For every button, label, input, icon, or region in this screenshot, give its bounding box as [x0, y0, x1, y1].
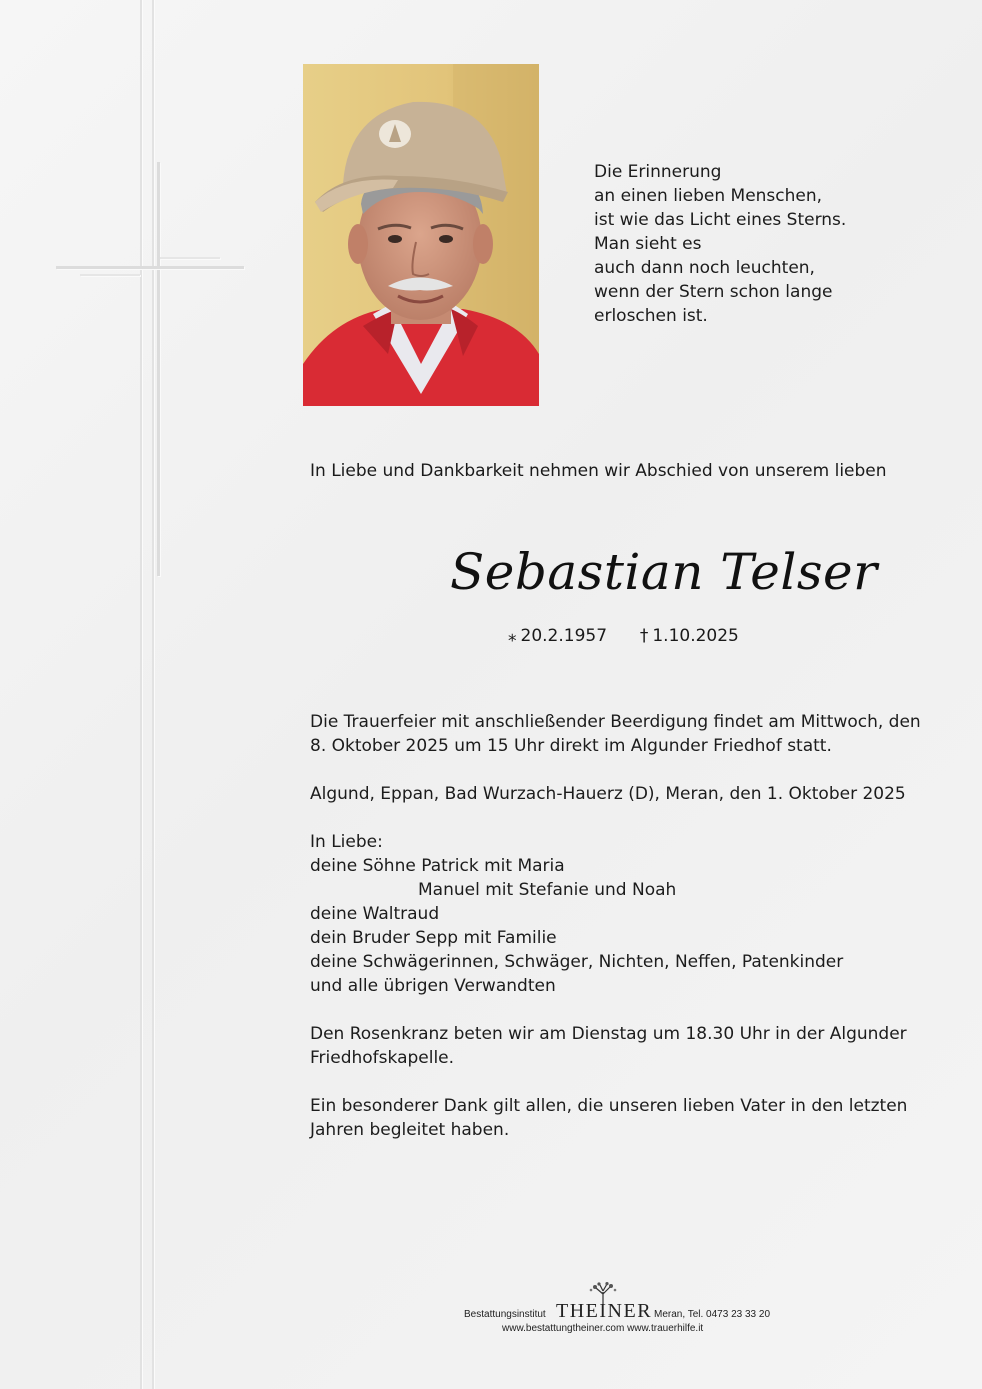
- life-dates: [508, 624, 808, 648]
- poem-line: an einen lieben Menschen,: [594, 186, 823, 206]
- thanks-line: Ein besonderer Dank gilt allen, die unseren lieben Vater in den letzten: [310, 1096, 908, 1116]
- poem-line: Die Erinnerung: [594, 162, 722, 182]
- announcement-body: [310, 710, 920, 1166]
- rosary-line: Den Rosenkranz beten wir am Dienstag um 18.30 Uhr in der Algunder: [310, 1024, 907, 1044]
- poem-line: Man sieht es: [594, 234, 702, 254]
- rosary-paragraph: [310, 1022, 920, 1070]
- thanks-line: Jahren begleitet haben.: [310, 1120, 510, 1140]
- rosary-line: Friedhofskapelle.: [310, 1048, 455, 1068]
- mourner-line: deine Schwägerinnen, Schwäger, Nichten, Neffen, Patenkinder: [310, 952, 844, 972]
- mourners-heading: In Liebe:: [310, 832, 383, 852]
- mourner-line: deine Söhne Patrick mit Maria: [310, 856, 565, 876]
- mourners-paragraph: [310, 830, 920, 998]
- mourner-line: deine Waltraud: [310, 904, 440, 924]
- funeral-line: 8. Oktober 2025 um 15 Uhr direkt im Algunder Friedhof statt.: [310, 736, 832, 756]
- institute-label: Bestattungsinstitut: [464, 1309, 546, 1320]
- funeral-line: Die Trauerfeier mit anschließender Beerdigung findet am Mittwoch, den: [310, 712, 921, 732]
- farewell-intro: In Liebe und Dankbarkeit nehmen wir Abschied von unserem lieben: [310, 461, 887, 481]
- website-links: www.bestattungtheiner.com www.trauerhilfe.it: [502, 1323, 704, 1334]
- death-cross-icon: †: [639, 626, 649, 646]
- funeral-paragraph: [310, 710, 920, 758]
- poem: [594, 160, 894, 328]
- birth-star-icon: ⁎: [508, 626, 517, 646]
- poem-line: ist wie das Licht eines Sterns.: [594, 210, 847, 230]
- place-date-paragraph: [310, 782, 920, 806]
- mourner-line: dein Bruder Sepp mit Familie: [310, 928, 557, 948]
- poem-line: auch dann noch leuchten,: [594, 258, 815, 278]
- thanks-paragraph: [310, 1094, 920, 1142]
- brand-logo: THEINER: [556, 1300, 653, 1322]
- frame-line-left: [140, 0, 142, 1389]
- poem-line: wenn der Stern schon lange: [594, 282, 833, 302]
- funeral-home-footer: [460, 1282, 790, 1342]
- birth-date: 20.2.1957: [520, 626, 608, 646]
- portrait-photo: [303, 64, 539, 406]
- deceased-name: Sebastian Telser: [450, 543, 878, 601]
- poem-line: erloschen ist.: [594, 306, 708, 326]
- mourner-line: und alle übrigen Verwandten: [310, 976, 556, 996]
- mourner-line: Manuel mit Stefanie und Noah: [418, 880, 677, 900]
- place-date: Algund, Eppan, Bad Wurzach-Hauerz (D), Meran, den 1. Oktober 2025: [310, 784, 906, 804]
- death-date: 1.10.2025: [652, 626, 739, 646]
- frame-line-right: [152, 0, 154, 1389]
- contact-phone: Meran, Tel. 0473 23 33 20: [654, 1309, 771, 1320]
